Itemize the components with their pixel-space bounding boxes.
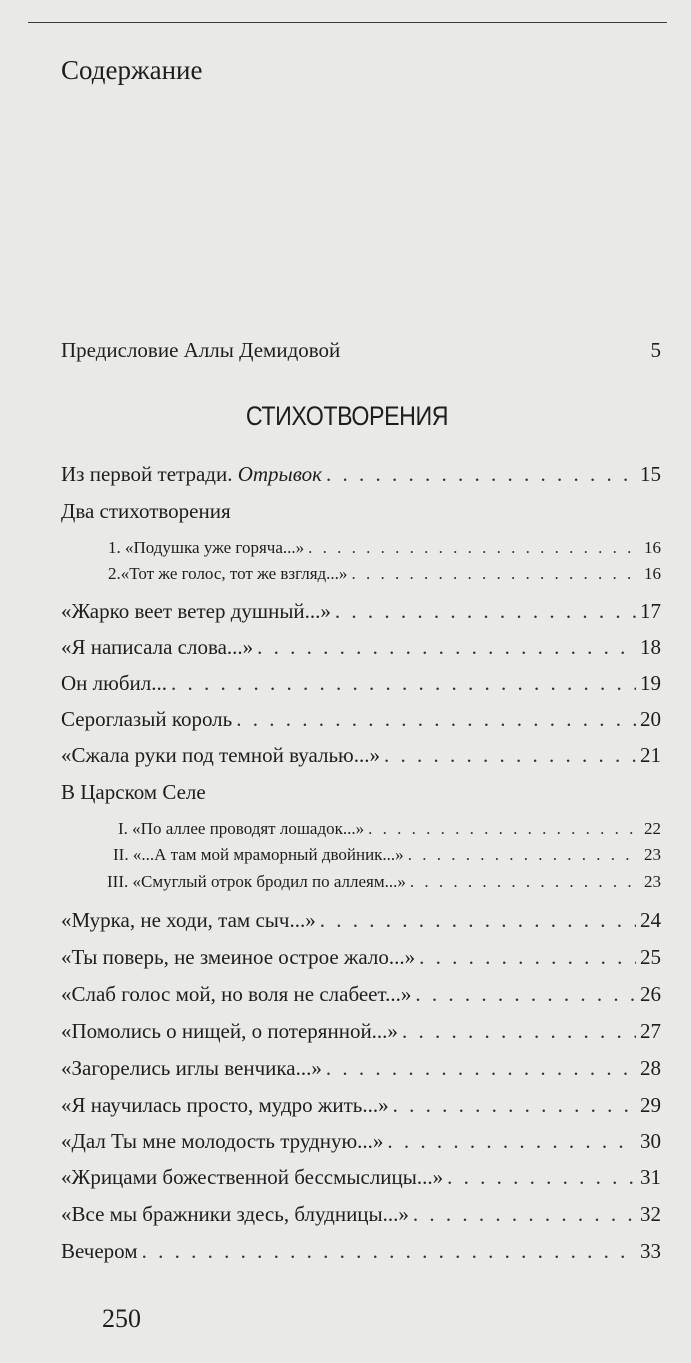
toc-entry-page: 27 (640, 1019, 661, 1043)
toc-entry-label: «Ты поверь, не змеиное острое жало...» (61, 945, 416, 969)
dot-leader (236, 704, 636, 734)
toc-entry-page: 17 (640, 599, 661, 623)
dot-leader (351, 561, 640, 587)
toc-entry-page: 16 (644, 538, 661, 557)
toc-entry-label: «Слаб голос мой, но воля не слабеет...» (61, 982, 412, 1006)
toc-entry-label: «Загорелись иглы венчика...» (61, 1056, 322, 1080)
toc-subentry (107, 869, 661, 895)
toc-entry (61, 979, 661, 1009)
dot-leader (387, 1126, 636, 1156)
toc-entry-label: «Я написала слова...» (61, 635, 254, 659)
toc-entry-label: «Я научилась просто, мудро жить...» (61, 1093, 389, 1117)
toc-subentry (108, 535, 661, 561)
toc-entry-page: 24 (640, 908, 661, 932)
toc-entry-page: 15 (640, 462, 661, 486)
toc-entry (61, 632, 661, 662)
dot-leader (413, 1199, 636, 1229)
dot-leader (142, 1236, 636, 1266)
toc-entry (61, 459, 661, 489)
toc-entry-label: «Дал Ты мне молодость трудную...» (61, 1129, 384, 1153)
dot-leader (320, 905, 636, 935)
toc-entry-label: III. «Смуглый отрок бродил по аллеям...» (107, 872, 406, 891)
toc-entry-page: 16 (644, 564, 661, 583)
toc-entry-label: II. «...А там мой мраморный двойник...» (113, 845, 404, 864)
toc-entry (61, 668, 661, 698)
toc-entry-page: 20 (640, 707, 661, 731)
dot-leader (415, 979, 636, 1009)
toc-entry (61, 1236, 661, 1266)
toc-entry-label: 2.«Тот же голос, тот же взгляд...» (108, 564, 348, 583)
toc-entry-label: 1. «Подушка уже горяча...» (108, 538, 305, 557)
toc-entry-label: Из первой тетради. Отрывок (61, 462, 322, 486)
toc-entry (61, 942, 661, 972)
toc-entry-label: «Жрицами божественной бессмыслицы...» (61, 1165, 444, 1189)
dot-leader (410, 869, 640, 895)
toc-subentry (113, 842, 661, 868)
toc-entry-label: Предисловие Аллы Демидовой (61, 338, 341, 362)
toc-group-heading: Два стихотворения (61, 499, 231, 523)
toc-entry (61, 1199, 661, 1229)
toc-entry-label: Вечером (61, 1239, 138, 1263)
toc-subentry (118, 816, 661, 842)
toc-entry (61, 704, 661, 734)
toc-entry-page: 33 (640, 1239, 661, 1263)
dot-leader (326, 1053, 636, 1083)
toc-entry-page: 22 (644, 819, 661, 838)
toc-entry (61, 1053, 661, 1083)
dot-leader (402, 1016, 636, 1046)
dot-leader (408, 842, 640, 868)
dot-leader (326, 459, 636, 489)
dot-leader (368, 816, 640, 842)
toc-entry-label: I. «По аллее проводят лошадок...» (118, 819, 365, 838)
page-title: Содержание (61, 55, 203, 85)
toc-entry (61, 1016, 661, 1046)
page-number: 250 (102, 1304, 141, 1333)
toc-group-heading: В Царском Селе (61, 780, 206, 804)
dot-leader (384, 740, 636, 770)
dot-leader (447, 1162, 636, 1192)
toc-entry-label: Сероглазый король (61, 707, 233, 731)
dot-leader (308, 535, 640, 561)
toc-entry-page: 23 (644, 872, 661, 891)
toc-subentry (108, 561, 661, 587)
toc-entry (61, 740, 661, 770)
toc-entry-label: «Помолись о нищей, о потерянной...» (61, 1019, 398, 1043)
toc-entry (61, 905, 661, 935)
toc-entry-label: «Все мы бражники здесь, блудницы...» (61, 1202, 409, 1226)
toc-entry-label: Он любил... (61, 671, 167, 695)
toc-entry (61, 1090, 661, 1120)
toc-entry-page: 28 (640, 1056, 661, 1080)
top-rule (28, 22, 667, 23)
section-title: СТИХОТВОРЕНИЯ (245, 401, 449, 431)
toc-entry-label: «Жарко веет ветер душный...» (61, 599, 331, 623)
toc-entry-page: 30 (640, 1129, 661, 1153)
toc-entry (61, 1162, 661, 1192)
toc-entry-page: 18 (640, 635, 661, 659)
toc-entry-page: 26 (640, 982, 661, 1006)
toc-entry-page: 29 (640, 1093, 661, 1117)
dot-leader (393, 1090, 636, 1120)
toc-entry (61, 1126, 661, 1156)
dot-leader (257, 632, 636, 662)
toc-entry-label: «Сжала руки под темной вуалью...» (61, 743, 380, 767)
dot-leader (171, 668, 636, 698)
toc-entry-page: 31 (640, 1165, 661, 1189)
toc-entry (61, 596, 661, 626)
toc-entry-page: 21 (640, 743, 661, 767)
dot-leader (335, 596, 636, 626)
dot-leader (419, 942, 636, 972)
toc-entry-preface (61, 335, 661, 365)
toc-entry-label: «Мурка, не ходи, там сыч...» (61, 908, 316, 932)
toc-entry-page: 23 (644, 845, 661, 864)
toc-entry-page: 32 (640, 1202, 661, 1226)
toc-entry-page: 19 (640, 671, 661, 695)
toc-entry-page: 5 (650, 338, 661, 362)
toc-entry-page: 25 (640, 945, 661, 969)
